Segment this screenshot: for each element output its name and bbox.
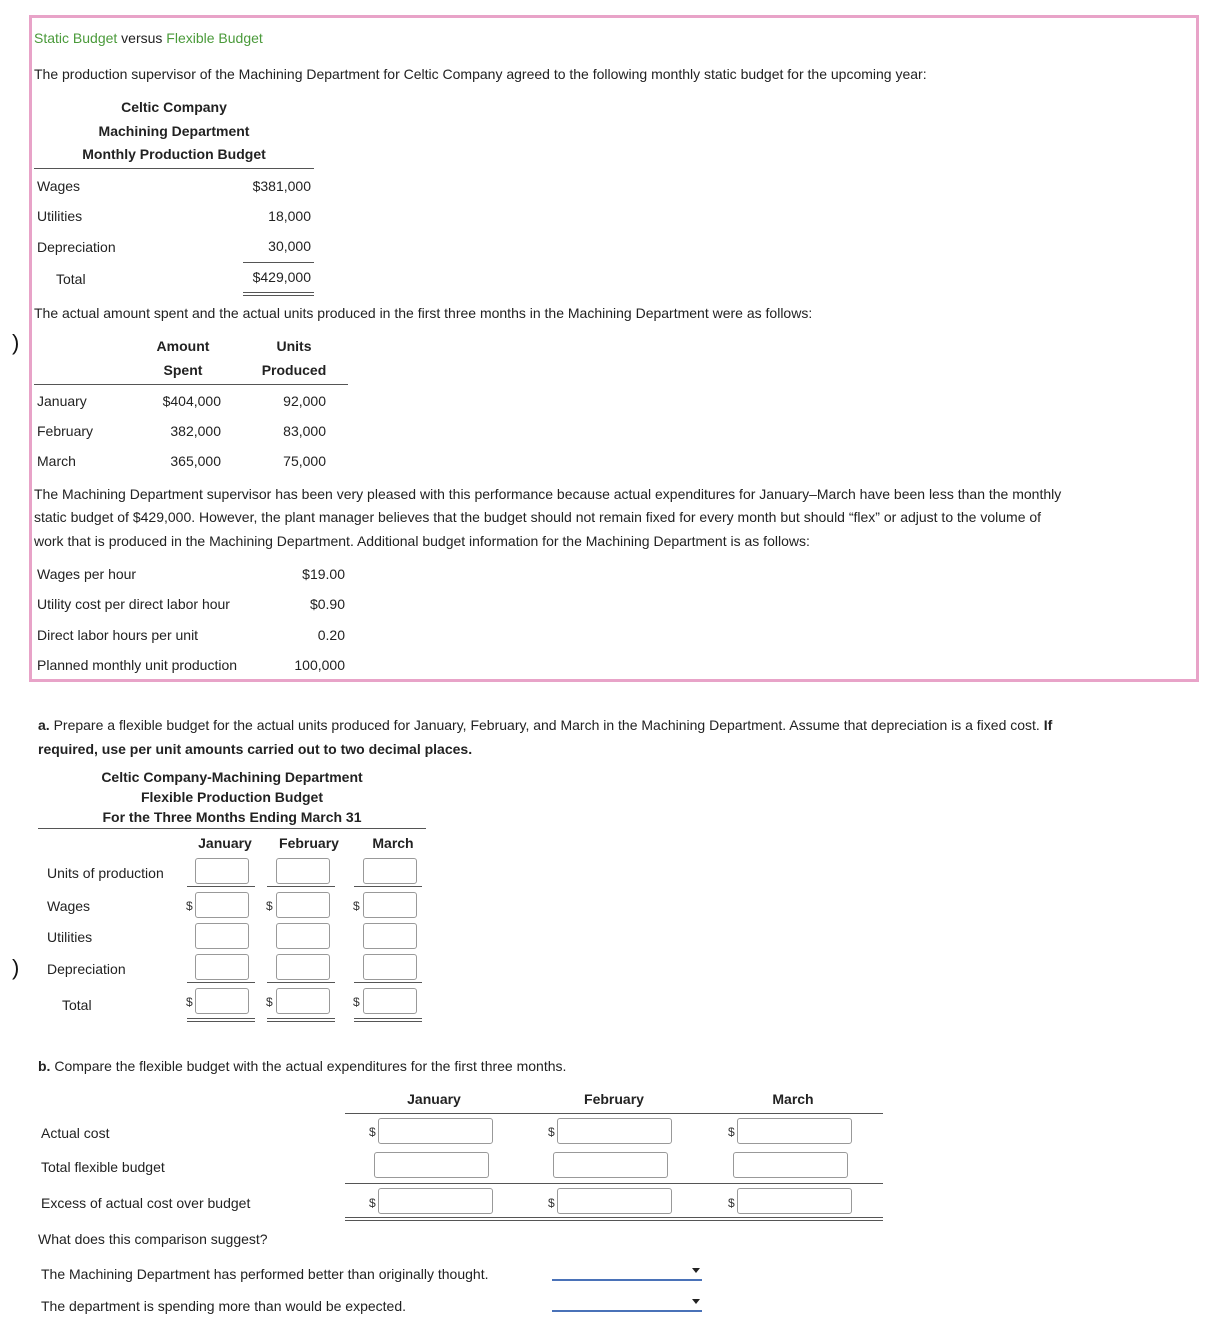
flex-mar-wages-input[interactable]: [363, 892, 417, 918]
flex-month-header: January: [198, 835, 252, 851]
compare-header-rule: [345, 1113, 883, 1114]
additional-value: $19.00: [302, 566, 345, 582]
total-double-rule: [187, 1018, 255, 1022]
flex-mar-units-input[interactable]: [363, 858, 417, 884]
flex-row-label: Utilities: [47, 929, 93, 945]
actuals-units: 92,000: [283, 393, 326, 409]
explain-line: work that is produced in the Machining Department. Additional budget information for the Machining Department is as follows:: [34, 533, 810, 549]
compare-subtotal-rule: [345, 1183, 883, 1184]
total-double-rule: [267, 1018, 335, 1022]
compare-row-label: Total flexible budget: [41, 1159, 165, 1175]
intro-text: The production supervisor of the Machining Department for Celtic Company agreed to the following monthly static budget for the upcoming year:: [34, 66, 927, 82]
part-a-bold-continued: required, use per unit amounts carried out to two decimal places.: [38, 741, 473, 757]
flex-feb-wages-input[interactable]: [276, 892, 330, 918]
flex-mar-total-input[interactable]: [363, 988, 417, 1014]
compare-jan-actual-input[interactable]: [378, 1118, 493, 1144]
flexible-budget-link[interactable]: Flexible Budget: [166, 30, 263, 46]
currency-symbol: $: [266, 899, 273, 913]
actuals-spent: 365,000: [170, 453, 221, 469]
margin-bracket: ): [12, 955, 20, 980]
part-b-text: Compare the flexible budget with the actual expenditures for the first three months.: [50, 1058, 567, 1074]
flex-mar-depreciation-input[interactable]: [363, 954, 417, 980]
currency-symbol: $: [548, 1125, 555, 1139]
flex-jan-wages-input[interactable]: [195, 892, 249, 918]
static-header-rule: [34, 168, 314, 169]
total-double-rule: [354, 1018, 422, 1022]
compare-row-label: Actual cost: [41, 1125, 110, 1141]
compare-month-header: January: [407, 1091, 461, 1107]
actuals-intro: The actual amount spent and the actual units produced in the first three months in the Machining Department were as follows:: [34, 305, 813, 321]
actuals-month: March: [37, 453, 76, 469]
statement-2-dropdown[interactable]: [552, 1296, 702, 1312]
currency-symbol: $: [353, 995, 360, 1009]
flex-jan-utilities-input[interactable]: [195, 923, 249, 949]
currency-symbol: $: [548, 1196, 555, 1210]
compare-mar-flexible-input[interactable]: [733, 1152, 848, 1178]
additional-label: Planned monthly unit production: [37, 657, 238, 673]
flex-row-label: Wages: [47, 898, 91, 914]
statement-text: The department is spending more than would be expected.: [41, 1298, 407, 1314]
compare-row-label: Excess of actual cost over budget: [41, 1195, 251, 1211]
compare-feb-excess-input[interactable]: [557, 1188, 672, 1214]
explain-line: The Machining Department supervisor has been very pleased with this performance because actual expenditures for January–March have been less than the monthly: [34, 486, 1062, 502]
row-rule: [187, 982, 255, 983]
static-row-label: Wages: [37, 178, 81, 194]
flex-row-label: Depreciation: [47, 961, 126, 977]
row-rule: [354, 982, 422, 983]
comparison-question: What does this comparison suggest?: [38, 1231, 268, 1247]
flex-feb-depreciation-input[interactable]: [276, 954, 330, 980]
static-row-label: Depreciation: [37, 239, 116, 255]
static-row-label: Utilities: [37, 208, 83, 224]
explain-line: static budget of $429,000. However, the plant manager believes that the budget should not remain fixed for every month but should “flex” or adjust to the volume of: [34, 509, 1042, 525]
actuals-units: 75,000: [283, 453, 326, 469]
margin-bracket: ): [12, 330, 20, 355]
actuals-col1-line2: Spent: [163, 362, 203, 378]
static-row-value: $381,000: [252, 178, 311, 194]
flex-row-label: Total: [62, 997, 92, 1013]
actuals-col2-line2: Produced: [261, 362, 327, 378]
row-rule: [267, 886, 335, 887]
currency-symbol: $: [369, 1125, 376, 1139]
static-title: Monthly Production Budget: [82, 146, 266, 162]
row-rule: [187, 886, 255, 887]
compare-feb-actual-input[interactable]: [557, 1118, 672, 1144]
currency-symbol: $: [266, 995, 273, 1009]
actuals-month: January: [37, 393, 87, 409]
compare-mar-actual-input[interactable]: [737, 1118, 852, 1144]
static-total-value: $429,000: [252, 269, 311, 285]
static-department: Machining Department: [98, 123, 250, 139]
static-row-value: 30,000: [268, 238, 311, 254]
chevron-down-icon: [692, 1268, 700, 1273]
compare-total-double-rule: [345, 1217, 883, 1221]
currency-symbol: $: [369, 1196, 376, 1210]
currency-symbol: $: [728, 1196, 735, 1210]
flex-jan-units-input[interactable]: [195, 858, 249, 884]
part-b-letter: b.: [38, 1058, 51, 1074]
title-versus: versus: [117, 30, 167, 46]
compare-month-header: March: [772, 1091, 814, 1107]
row-rule: [267, 982, 335, 983]
flex-month-header: February: [279, 835, 339, 851]
static-total-double-rule: [243, 292, 314, 296]
additional-label: Wages per hour: [37, 566, 137, 582]
flex-company: Celtic Company-Machining Department: [101, 769, 363, 785]
static-row-value: 18,000: [268, 208, 311, 224]
part-a-bold-start: If: [1043, 717, 1053, 733]
statement-text: The Machining Department has performed better than originally thought.: [41, 1266, 489, 1282]
additional-label: Utility cost per direct labor hour: [37, 596, 230, 612]
flex-row-label: Units of production: [47, 865, 164, 881]
flex-mar-utilities-input[interactable]: [363, 923, 417, 949]
part-a-instructions: [38, 717, 1052, 733]
flex-jan-depreciation-input[interactable]: [195, 954, 249, 980]
actuals-units: 83,000: [283, 423, 326, 439]
flex-period: For the Three Months Ending March 31: [102, 809, 362, 825]
flex-month-header: March: [372, 835, 414, 851]
part-b-instructions: [38, 1058, 566, 1074]
flex-feb-utilities-input[interactable]: [276, 923, 330, 949]
chevron-down-icon: [692, 1299, 700, 1304]
currency-symbol: $: [186, 899, 193, 913]
part-a-text: Prepare a flexible budget for the actual units produced for January, February, and March in the Machining Department. Assume that depreciation is a fixed cost.: [49, 717, 1044, 733]
additional-label: Direct labor hours per unit: [37, 627, 199, 643]
static-subtotal-rule: [243, 262, 314, 263]
flex-title: Flexible Production Budget: [140, 789, 323, 805]
actuals-spent: $404,000: [162, 393, 221, 409]
statement-1-dropdown[interactable]: [552, 1265, 702, 1281]
flex-feb-total-input[interactable]: [276, 988, 330, 1014]
flex-feb-units-input[interactable]: [276, 858, 330, 884]
flex-header-rule: [38, 828, 426, 829]
actuals-month: February: [37, 423, 94, 439]
compare-feb-flexible-input[interactable]: [553, 1152, 668, 1178]
additional-value: 100,000: [294, 657, 345, 673]
compare-jan-excess-input[interactable]: [378, 1188, 493, 1214]
static-company: Celtic Company: [121, 99, 227, 115]
compare-jan-flexible-input[interactable]: [374, 1152, 489, 1178]
actuals-spent: 382,000: [170, 423, 221, 439]
part-a-letter: a.: [38, 717, 50, 733]
actuals-col2-line1: Units: [276, 338, 312, 354]
flex-jan-total-input[interactable]: [195, 988, 249, 1014]
compare-mar-excess-input[interactable]: [737, 1188, 852, 1214]
actuals-header-rule: [34, 384, 348, 385]
currency-symbol: $: [186, 995, 193, 1009]
static-total-label: Total: [56, 271, 86, 287]
additional-value: $0.90: [309, 596, 345, 612]
row-rule: [354, 886, 422, 887]
currency-symbol: $: [353, 899, 360, 913]
static-budget-link[interactable]: Static Budget: [34, 30, 118, 46]
problem-title: [34, 30, 263, 46]
compare-month-header: February: [584, 1091, 644, 1107]
additional-value: 0.20: [317, 627, 345, 643]
actuals-col1-line1: Amount: [156, 338, 210, 354]
currency-symbol: $: [728, 1125, 735, 1139]
